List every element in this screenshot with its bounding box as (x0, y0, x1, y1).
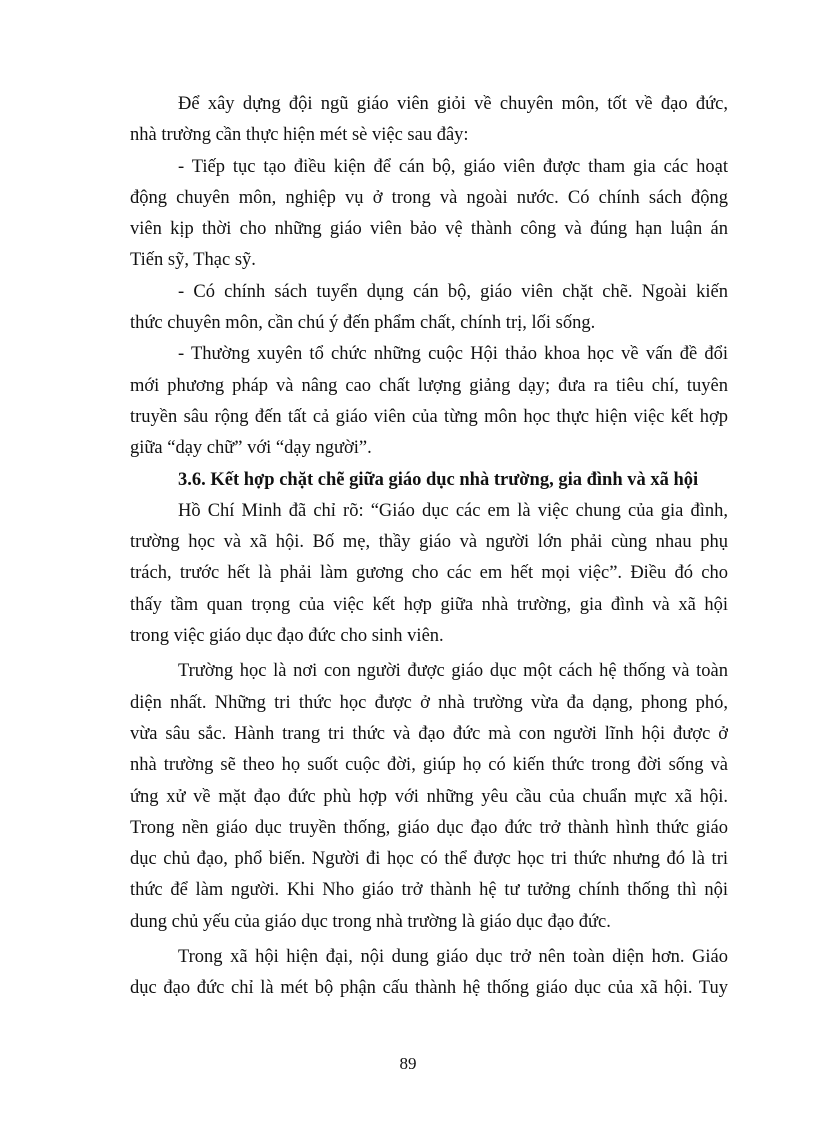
text-line: Để xây dựng đội ngũ giáo viên giỏi về chuyên môn, tốt về đạo đức, (178, 94, 728, 114)
text-line: Tiến sỹ, Thạc sỹ. (130, 250, 256, 271)
text-line: ứng xử về mặt đạo đức phù hợp với những yêu cầu của chuẩn mực xã hội. (130, 786, 728, 807)
text-line: - Thường xuyên tổ chức những cuộc Hội thảo khoa học về vấn đề đổi (178, 344, 728, 365)
document-body (130, 89, 728, 1005)
paragraph-item-recruitment (130, 277, 728, 340)
text-line: vừa sâu sắc. Hành trang tri thức và đạo đức mà con người lĩnh hội được ở (130, 723, 728, 744)
text-line: Trong xã hội hiện đại, nội dung giáo dục trở nên toàn diện hơn. Giáo (178, 947, 728, 968)
text-line: truyền sâu rộng đến tất cả giáo viên của từng môn học thực hiện việc kết hợp (130, 406, 728, 427)
paragraph-item-training (130, 152, 728, 277)
text-line: trường học và xã hội. Bố mẹ, thầy giáo và người lớn phải cùng nhau phụ (130, 532, 728, 553)
text-line: trách, trước hết là phải làm gương cho các em hết mọi việc”. Điều đó cho (130, 563, 728, 584)
text-line: thấy tầm quan trọng của việc kết hợp giữa nhà trường, gia đình và xã hội (130, 594, 728, 615)
text-line: diện nhất. Những tri thức học được ở nhà trường vừa đa dạng, phong phó, (130, 692, 728, 713)
text-line: - Có chính sách tuyển dụng cán bộ, giáo viên chặt chẽ. Ngoài kiến (178, 281, 728, 302)
text-line: Trường học là nơi con người được giáo dục một cách hệ thống và toàn (178, 661, 728, 682)
paragraph-school-role (130, 656, 728, 938)
text-line: - Tiếp tục tạo điều kiện để cán bộ, giáo viên được tham gia các hoạt (178, 156, 728, 177)
text-line: nhà trường sẽ theo họ suốt cuộc đời, giúp họ có kiến thức trong đời sống và (130, 755, 728, 776)
text-line: dục đạo đức chỉ là mét bộ phận cấu thành hệ thống giáo dục của xã hội. Tuy (130, 978, 728, 999)
text-line: giữa “dạy chữ” với “dạy người”. (130, 438, 372, 459)
text-line: thức để làm người. Khi Nho giáo trở thành hệ tư tưởng chính thống thì nội (130, 880, 728, 901)
text-line: trong việc giáo dục đạo đức cho sinh viên. (130, 626, 444, 647)
text-line: dung chủ yếu của giáo dục trong nhà trường là giáo dục đạo đức. (130, 911, 611, 932)
paragraph-ho-chi-minh-quote (130, 496, 728, 652)
page-number: 89 (399, 1054, 417, 1073)
text-line: mới phương pháp và nâng cao chất lượng giảng dạy; đưa ra tiêu chí, tuyên (130, 375, 728, 396)
text-line: thức chuyên môn, cần chú ý đến phẩm chất, chính trị, lối sống. (130, 313, 596, 334)
text-line: động chuyên môn, nghiệp vụ ở trong và ngoài nước. Có chính sách động (130, 187, 728, 208)
section-heading: 3.6. Kết hợp chặt chẽ giữa giáo dục nhà trường, gia đình và xã hội (178, 469, 699, 490)
text-line: nhà trường cần thực hiện mét sè việc sau đây: (130, 125, 469, 146)
paragraph-intro (130, 89, 728, 152)
text-line: Hồ Chí Minh đã chỉ rõ: “Giáo dục các em là việc chung của gia đình, (178, 500, 728, 521)
text-line: dục chủ đạo, phổ biến. Người đi học có thể được học tri thức nhưng đó là tri (130, 849, 728, 870)
paragraph-modern-society (130, 942, 728, 1005)
text-line: Trong nền giáo dục truyền thống, giáo dục đạo đức trở thành hình thức giáo (130, 817, 728, 838)
paragraph-item-workshops (130, 339, 728, 464)
text-line: viên kịp thời cho những giáo viên bảo vệ thành công và đúng hạn luận án (130, 219, 728, 240)
